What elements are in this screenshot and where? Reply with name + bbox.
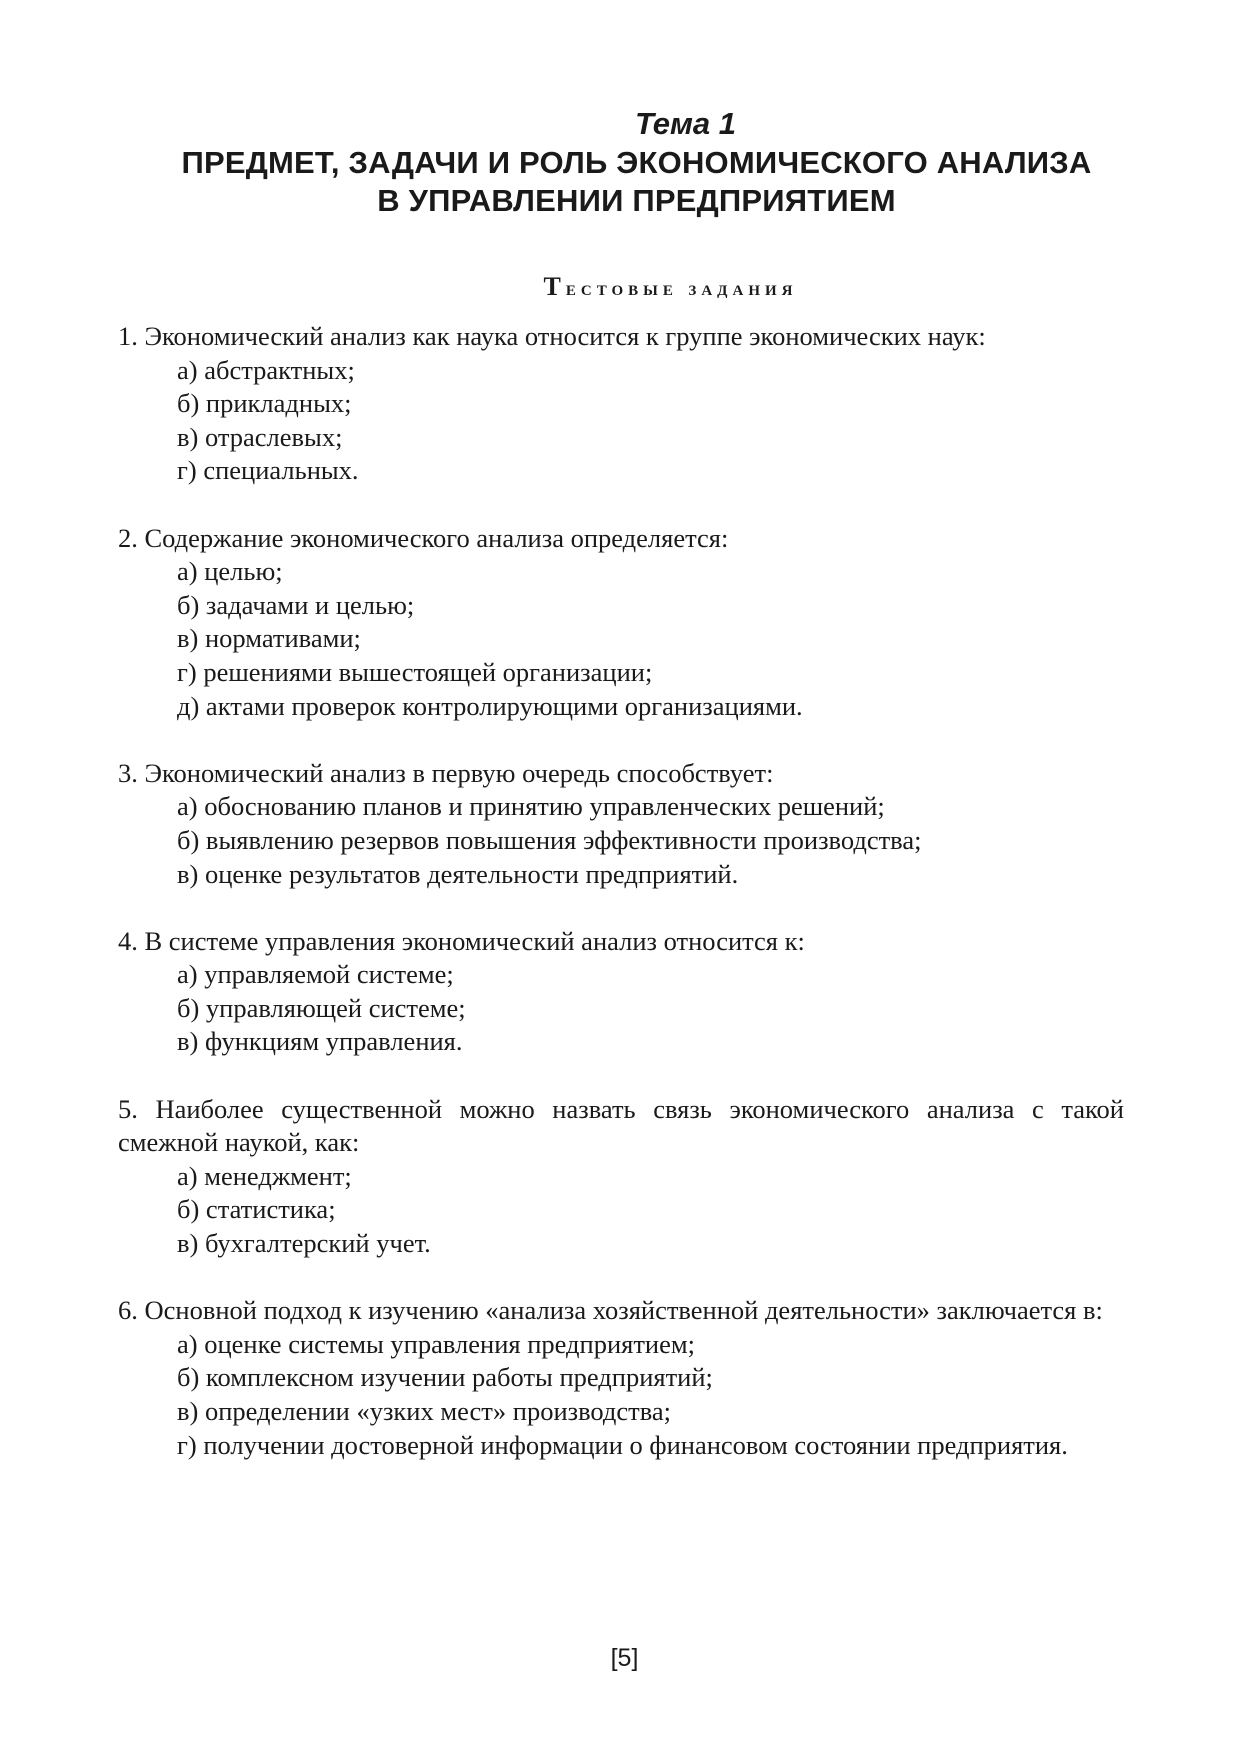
answer-option: г) решениями вышестоящей организации; (177, 656, 653, 687)
question-list (118, 320, 1124, 1496)
question-text: 1. Экономический анализ как наука относится к группе экономических наук: (118, 321, 986, 351)
question-1 (118, 320, 1124, 488)
answer-option: б) управляющей системе; (177, 992, 466, 1023)
answer-option: в) функциям управления. (177, 1026, 463, 1057)
answer-option: в) оценке результатов деятельности предприятий. (177, 858, 739, 889)
answer-option: д) актами проверок контролирующими организациями. (177, 690, 803, 721)
question-text: 4. В системе управления экономический анализ относится к: (118, 925, 805, 956)
section-title-rest: естовые задания (565, 275, 798, 300)
question-2 (118, 522, 1124, 724)
question-5 (118, 1093, 1124, 1261)
answer-option: а) обоснованию планов и принятию управленческих решений; (177, 791, 885, 822)
answer-option: г) получении достоверной информации о финансовом состоянии предприятия. (177, 1429, 1068, 1460)
chapter-title-line-2: В УПРАВЛЕНИИ ПРЕДПРИЯТИЕМ (377, 183, 896, 218)
chapter-title-line-1: ПРЕДМЕТ, ЗАДАЧИ И РОЛЬ ЭКОНОМИЧЕСКОГО АНАЛИЗА (181, 145, 1092, 180)
answer-option: б) задачами и целью; (177, 589, 415, 620)
section-title-initial: Т (543, 272, 566, 301)
answer-options (118, 555, 1124, 723)
answer-option: в) бухгалтерский учет. (177, 1228, 431, 1259)
answer-option: а) целью; (177, 556, 283, 587)
topic-label: Тема 1 (634, 106, 737, 141)
answer-option: б) прикладных; (177, 388, 352, 419)
question-4 (118, 925, 1124, 1059)
answer-option: а) менеджмент; (177, 1160, 352, 1191)
answer-options (118, 790, 1124, 891)
question-text: 6. Основной подход к изучению «анализа хозяйственной деятельности» заключается в: (118, 1295, 1103, 1326)
answer-options (118, 354, 1124, 488)
answer-option: б) комплексном изучении работы предприятий; (177, 1362, 713, 1393)
answer-option: б) выявлению резервов повышения эффективности производства; (177, 824, 922, 855)
answer-option: г) специальных. (177, 455, 359, 486)
section-title (50, 272, 1241, 302)
answer-option: а) абстрактных; (177, 354, 355, 385)
answer-option: в) нормативами; (177, 623, 361, 654)
page-number: [5] (610, 1644, 639, 1672)
answer-options (118, 1328, 1124, 1462)
answer-option: а) оценке системы управления предприятием; (177, 1328, 695, 1359)
answer-options (118, 958, 1124, 1059)
question-text: 3. Экономический анализ в первую очередь способствует: (118, 757, 774, 788)
answer-option: а) управляемой системе; (177, 959, 454, 990)
answer-option: в) определении «узких мест» производства; (177, 1396, 672, 1426)
question-text: 5. Наиболее существенной можно назвать связь экономического анализа с такой смежной наукой, как: (118, 1093, 1124, 1158)
answer-options (118, 1160, 1124, 1261)
answer-option: б) статистика; (177, 1194, 336, 1225)
answer-option: в) отраслевых; (177, 421, 343, 452)
chapter-header (0, 104, 1241, 220)
question-text: 2. Содержание экономического анализа определяется: (118, 522, 729, 553)
question-3 (118, 757, 1124, 891)
question-6 (118, 1294, 1124, 1462)
